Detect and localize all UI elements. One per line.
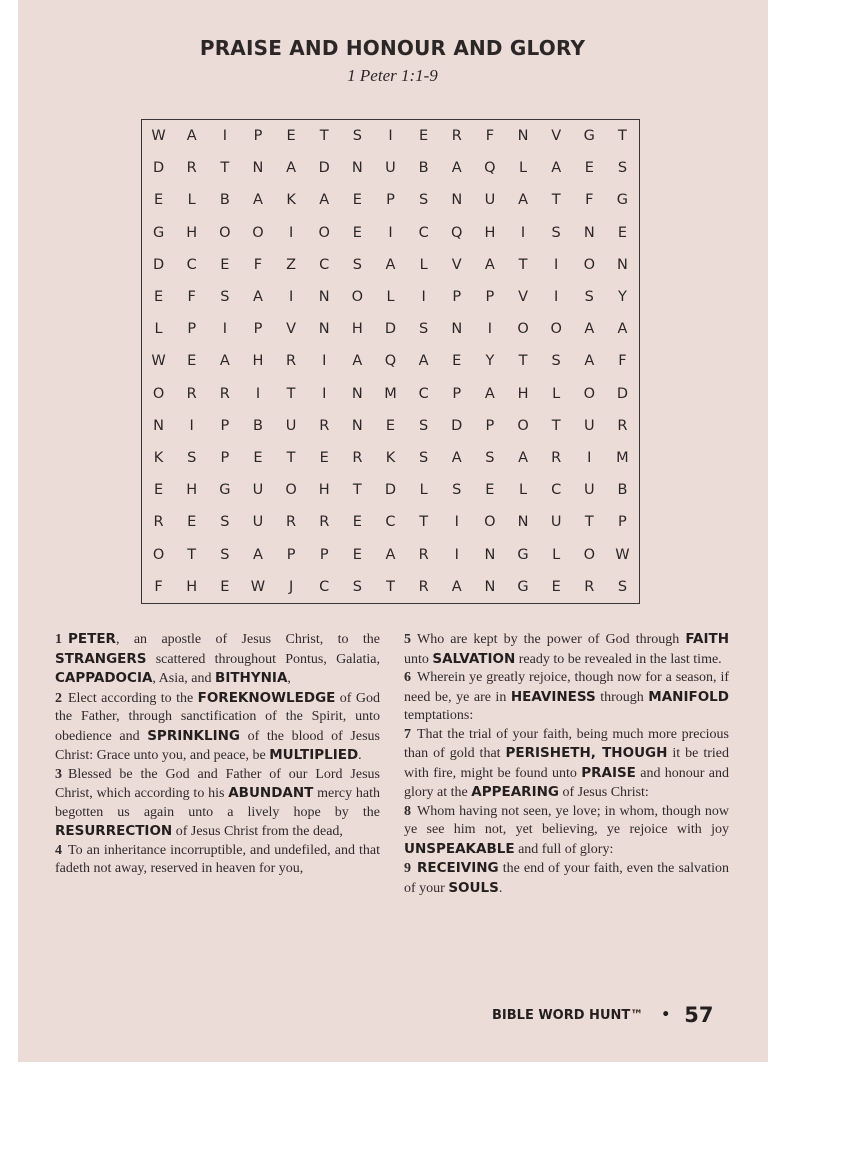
verse: [404, 669, 729, 726]
grid-letter: T: [386, 578, 395, 595]
grid-letter: U: [285, 417, 297, 434]
hidden-word: PERISHETH, THOUGH: [505, 745, 668, 761]
verse-text: Blessed be the God and Father of our Lord Jesus Christ, which according to his: [55, 766, 380, 801]
grid-letter: U: [484, 192, 496, 209]
grid-letter: I: [322, 353, 327, 370]
grid-letter: W: [250, 578, 266, 595]
grid-letter: A: [253, 192, 263, 209]
grid-letter: N: [484, 546, 496, 563]
grid-letter: T: [419, 514, 429, 531]
grid-letter: D: [152, 256, 165, 273]
grid-letter: P: [253, 128, 263, 145]
verse: [55, 630, 380, 689]
grid-letter: O: [583, 546, 595, 563]
grid-letter: O: [550, 321, 562, 338]
grid-letter: A: [385, 256, 396, 273]
grid-letter: P: [618, 514, 627, 531]
grid-letter: S: [419, 417, 429, 434]
grid-letter: H: [252, 353, 264, 370]
grid-letter: W: [151, 128, 166, 145]
hidden-word: HEAVINESS: [510, 688, 596, 705]
grid-letter: Q: [384, 353, 397, 370]
grid-letter: E: [153, 482, 164, 499]
grid-letter: I: [222, 321, 227, 338]
verse-text: of the blood of Jesus Christ: Grace unto you, and peace, be: [55, 728, 380, 763]
grid-letter: S: [551, 353, 561, 370]
grid-letter: S: [220, 289, 230, 306]
grid-letter: P: [220, 450, 230, 467]
verse-text: Wherein ye greatly rejoice, though now for a season, if need be, ye are in: [404, 670, 729, 705]
hidden-word: FOREKNOWLEDGE: [197, 689, 336, 706]
grid-letter: U: [583, 417, 595, 434]
grid-letter: T: [286, 450, 296, 467]
grid-letter: T: [352, 482, 362, 499]
verse-text: Who are kept by the power of God through: [417, 632, 686, 647]
grid-letter: S: [452, 482, 462, 499]
grid-letter: R: [286, 353, 297, 370]
verse-number: 7: [404, 726, 411, 742]
grid-letter: S: [584, 289, 594, 306]
grid-letter: P: [386, 192, 395, 209]
grid-letter: E: [187, 353, 197, 370]
grid-letter: A: [451, 450, 462, 467]
grid-letter: D: [384, 321, 397, 338]
grid-letter: Y: [485, 353, 495, 370]
grid-letter: I: [421, 289, 426, 306]
verse-text: of Jesus Christ:: [558, 785, 649, 800]
grid-letter: R: [584, 578, 595, 595]
grid-letter: R: [186, 385, 197, 402]
grid-letter: E: [352, 514, 362, 531]
grid-letter: D: [616, 385, 629, 402]
grid-letter: A: [518, 450, 528, 467]
grid-letter: O: [152, 546, 165, 563]
grid-letter: N: [318, 321, 330, 338]
grid-letter: A: [418, 353, 429, 370]
grid-letter: V: [286, 321, 297, 338]
grid-letter: V: [518, 289, 528, 306]
grid-letter: O: [517, 417, 529, 434]
hidden-word: PETER: [68, 631, 116, 647]
grid-letter: C: [418, 385, 429, 402]
grid-letter: E: [187, 514, 197, 531]
grid-letter: E: [220, 578, 230, 595]
verse: [55, 842, 380, 879]
grid-letter: F: [154, 578, 163, 595]
hidden-word: BITHYNIA: [215, 670, 288, 686]
grid-letter: N: [617, 256, 628, 273]
grid-letter: T: [551, 417, 561, 434]
verse-text: .: [358, 748, 362, 763]
grid-letter: E: [419, 128, 429, 145]
grid-letter: E: [319, 450, 329, 467]
grid-letter: L: [419, 482, 428, 499]
grid-letter: A: [385, 546, 396, 563]
grid-letter: N: [517, 128, 529, 145]
grid-letter: M: [384, 385, 397, 402]
grid-letter: T: [220, 160, 230, 177]
grid-letter: S: [617, 578, 628, 595]
grid-letter: T: [551, 192, 561, 209]
grid-letter: H: [186, 578, 198, 595]
hidden-word: MULTIPLIED: [269, 747, 359, 763]
grid-letter: G: [152, 224, 165, 241]
word-search-grid: [141, 119, 640, 604]
grid-letter: R: [451, 128, 462, 145]
grid-letter: K: [153, 450, 164, 467]
verse-text: That the trial of your faith, being much more precious than of gold that: [404, 726, 729, 761]
grid-letter: P: [286, 546, 296, 563]
verse: [404, 630, 729, 669]
verse-text: of Jesus Christ from the dead,: [172, 824, 343, 839]
grid-letter: R: [617, 417, 628, 434]
hidden-word: STRANGERS: [55, 650, 147, 667]
verse-text: , Asia, and: [152, 671, 216, 686]
grid-letter: A: [451, 160, 462, 177]
grid-letter: V: [451, 256, 462, 273]
page-footer: [492, 1000, 732, 1030]
grid-letter: A: [319, 192, 330, 209]
grid-letter: P: [452, 385, 462, 402]
grid-letter: A: [484, 256, 495, 273]
hidden-word: MANIFOLD: [648, 688, 729, 705]
grid-letter: D: [318, 160, 330, 177]
verse-text: scattered throughout Pontus, Galatia,: [146, 651, 380, 667]
grid-letter: Q: [451, 224, 463, 241]
grid-letter: R: [219, 385, 230, 402]
grid-letter: A: [584, 321, 595, 338]
grid-letter: T: [286, 385, 296, 402]
grid-letter: E: [352, 224, 362, 241]
grid-letter: N: [351, 160, 363, 177]
verse-text: To an inheritance incorruptible, and undefiled, and that fadeth not away, reserved in heaven for you,: [55, 842, 380, 876]
grid-letter: B: [252, 417, 263, 434]
grid-letter: I: [189, 417, 194, 434]
grid-letter: F: [585, 192, 594, 209]
hidden-word: PRAISE: [581, 764, 636, 781]
grid-letter: E: [452, 353, 462, 370]
grid-letter: N: [517, 514, 529, 531]
grid-letter: P: [485, 289, 495, 306]
grid-letter: I: [288, 224, 294, 241]
grid-letter: E: [551, 578, 561, 595]
verse: [404, 803, 729, 860]
grid-letter: G: [517, 578, 529, 595]
grid-letter: I: [454, 546, 459, 563]
grid-letter: E: [220, 256, 230, 273]
grid-letter: K: [385, 450, 396, 467]
grid-letter: P: [452, 289, 462, 306]
grid-letter: I: [587, 450, 592, 467]
grid-letter: S: [220, 546, 230, 563]
grid-letter: A: [584, 353, 595, 370]
verse-text: ready to be revealed in the last time.: [515, 651, 722, 667]
grid-letter: L: [154, 321, 163, 338]
grid-letter: S: [485, 450, 495, 467]
verse: [55, 689, 380, 766]
grid-letter: O: [517, 321, 529, 338]
verse-number: 9: [404, 861, 411, 876]
book-name: BIBLE WORD HUNT™: [492, 1007, 644, 1023]
hidden-word: UNSPEAKABLE: [404, 840, 515, 857]
grid-letter: I: [388, 128, 393, 145]
grid-letter: D: [384, 482, 397, 499]
verse: [55, 766, 380, 842]
grid-letter: O: [318, 224, 330, 241]
grid-letter: T: [518, 256, 528, 273]
grid-letter: P: [319, 546, 329, 563]
grid-letter: C: [319, 256, 330, 273]
verse-number: 6: [404, 670, 411, 685]
grid-letter: T: [518, 353, 528, 370]
grid-letter: I: [288, 289, 294, 306]
grid-letter: H: [318, 482, 330, 499]
grid-letter: W: [615, 546, 630, 563]
hidden-word: SALVATION: [432, 650, 516, 667]
grid-letter: A: [219, 353, 230, 370]
grid-letter: A: [352, 353, 363, 370]
verse-text: and honour and glory at the: [404, 765, 729, 800]
grid-letter: B: [219, 192, 230, 209]
grid-letter: H: [517, 385, 529, 402]
grid-letter: B: [617, 482, 628, 499]
grid-letter: I: [322, 385, 327, 402]
scripture-reference: 1 Peter 1:1-9: [347, 66, 438, 85]
grid-letter: O: [583, 256, 595, 273]
verses-left-column: [55, 630, 380, 879]
grid-letter: R: [186, 160, 197, 177]
grid-letter: I: [487, 321, 493, 338]
verse: [404, 859, 729, 898]
grid-letter: C: [319, 578, 330, 595]
verse-text: .: [498, 880, 503, 896]
grid-letter: O: [152, 385, 165, 402]
grid-letter: E: [352, 192, 362, 209]
grid-letter: R: [319, 514, 330, 531]
grid-letter: U: [583, 482, 595, 499]
grid-letter: E: [253, 450, 263, 467]
grid-letter: G: [583, 128, 595, 145]
grid-letter: E: [153, 192, 164, 209]
grid-letter: E: [286, 128, 296, 145]
grid-letter: A: [186, 128, 197, 145]
grid-letter: E: [352, 546, 362, 563]
hidden-word: APPEARING: [471, 784, 559, 800]
hidden-word: FAITH: [685, 631, 729, 647]
grid-letter: N: [451, 192, 463, 209]
grid-letter: N: [351, 385, 363, 402]
grid-letter: W: [151, 353, 166, 370]
grid-letter: O: [484, 514, 496, 531]
grid-letter: S: [187, 450, 197, 467]
grid-letter: L: [518, 482, 528, 499]
grid-letter: T: [618, 128, 627, 145]
grid-letter: A: [451, 578, 462, 595]
grid-letter: U: [252, 482, 264, 499]
grid-letter: G: [616, 192, 629, 209]
grid-letter: U: [385, 160, 396, 177]
grid-letter: J: [288, 578, 294, 595]
grid-letter: H: [351, 321, 363, 338]
grid-letter: S: [352, 256, 362, 273]
page-title: PRAISE AND HONOUR AND GLORY: [199, 36, 586, 60]
grid-letter: P: [485, 417, 495, 434]
hidden-word: RESURRECTION: [55, 823, 173, 839]
grid-letter: R: [551, 450, 562, 467]
grid-letter: O: [252, 224, 264, 241]
verse-number: 8: [404, 803, 411, 819]
grid-letter: N: [153, 417, 164, 434]
grid-letter: N: [351, 417, 363, 434]
verse-text: and full of glory:: [514, 841, 614, 857]
verse-number: 3: [55, 766, 62, 782]
grid-letter: B: [418, 160, 429, 177]
verse-text: through: [595, 689, 649, 705]
grid-letter: F: [618, 353, 627, 370]
hidden-word: RECEIVING: [417, 860, 499, 876]
grid-letter: N: [451, 321, 463, 338]
grid-letter: Y: [618, 289, 627, 306]
grid-letter: E: [485, 482, 495, 499]
grid-letter: V: [551, 128, 562, 145]
grid-letter: I: [255, 385, 261, 402]
grid-letter: G: [517, 546, 529, 563]
grid-letter: L: [552, 385, 561, 402]
grid-letter: R: [418, 578, 429, 595]
grid-letter: N: [583, 224, 595, 241]
grid-letter: C: [551, 482, 562, 499]
grid-letter: A: [253, 546, 263, 563]
grid-letter: L: [386, 289, 395, 306]
grid-letter: I: [554, 256, 559, 273]
grid-letter: C: [186, 256, 197, 273]
verse-number: 2: [55, 690, 62, 706]
grid-letter: O: [219, 224, 231, 241]
grid-letter: A: [518, 192, 528, 209]
grid-letter: O: [351, 289, 364, 306]
grid-letter: M: [616, 450, 629, 467]
grid-letter: S: [352, 578, 362, 595]
verse-number: 5: [404, 632, 411, 647]
verse-text: ,: [287, 671, 291, 686]
grid-letter: L: [419, 256, 428, 273]
hidden-word: SOULS: [448, 879, 499, 896]
grid-letter: F: [187, 289, 196, 306]
grid-letter: T: [319, 128, 329, 145]
verse-number: 1: [55, 632, 62, 647]
grid-letter: D: [451, 417, 463, 434]
grid-letter: K: [286, 192, 296, 209]
grid-letter: N: [318, 289, 330, 306]
grid-letter: C: [385, 514, 396, 531]
grid-letter: Q: [484, 160, 496, 177]
verse-text: of God the Father, through sanctification of the Spirit, unto obedience and: [55, 690, 380, 744]
grid-letter: O: [285, 482, 297, 499]
hidden-word: CAPPADOCIA: [55, 670, 153, 686]
grid-letter: I: [520, 224, 526, 241]
grid-letter: F: [253, 256, 263, 273]
grid-letter: C: [418, 224, 429, 241]
footer-separator: •: [661, 1007, 671, 1023]
grid-letter: H: [484, 224, 496, 241]
verse-text: it be tried with fire, might be found unto: [404, 746, 729, 781]
grid-letter: N: [484, 578, 496, 595]
grid-letter: N: [252, 160, 264, 177]
grid-letter: E: [584, 160, 594, 177]
verse-text: temptations:: [404, 708, 474, 723]
grid-letter: S: [419, 450, 429, 467]
grid-letter: A: [286, 160, 297, 177]
verse: [404, 726, 729, 803]
grid-letter: S: [551, 224, 561, 241]
page-number: 57: [684, 1003, 714, 1027]
verse-text: unto: [404, 651, 433, 667]
grid-letter: A: [253, 289, 263, 306]
grid-letter: S: [419, 321, 429, 338]
grid-letter: O: [583, 385, 595, 402]
grid-letter: I: [554, 289, 559, 306]
grid-letter: F: [485, 128, 495, 145]
grid-letter: T: [584, 514, 594, 531]
verse-text: , an apostle of Jesus Christ, to the: [115, 632, 380, 647]
grid-letter: I: [222, 128, 227, 145]
verses-right-column: [404, 630, 729, 898]
grid-letter: R: [319, 417, 330, 434]
grid-letter: H: [186, 482, 198, 499]
grid-letter: A: [617, 321, 628, 338]
grid-letter: L: [187, 192, 196, 209]
grid-letter: P: [187, 321, 197, 338]
grid-letter: I: [454, 514, 459, 531]
grid-letter: G: [219, 482, 231, 499]
grid-letter: R: [286, 514, 297, 531]
grid-letter: E: [153, 289, 164, 306]
grid-letter: A: [551, 160, 562, 177]
verse-text: Elect according to the: [68, 690, 198, 706]
grid-letter: R: [153, 514, 164, 531]
grid-letter: L: [552, 546, 561, 563]
hidden-word: ABUNDANT: [228, 785, 314, 801]
grid-letter: I: [388, 224, 393, 241]
grid-letter: L: [518, 160, 528, 177]
grid-letter: R: [352, 450, 363, 467]
grid-letter: S: [220, 514, 230, 531]
grid-letter: P: [220, 417, 230, 434]
verse-text: the end of your faith, even the salvation of your: [404, 861, 729, 896]
grid-letter: D: [152, 160, 165, 177]
grid-letter: Z: [286, 256, 297, 273]
grid-letter: S: [352, 128, 362, 145]
grid-letter: E: [617, 224, 628, 241]
hidden-word: SPRINKLING: [147, 727, 241, 744]
grid-letter: E: [385, 417, 396, 434]
grid-letter: U: [550, 514, 562, 531]
verse-number: 4: [55, 842, 62, 858]
grid-letter: T: [187, 546, 197, 563]
grid-letter: S: [617, 160, 628, 177]
verse-text: mercy hath begotten us again unto a lively hope by the: [55, 786, 380, 820]
grid-letter: R: [418, 546, 429, 563]
grid-letter: A: [484, 385, 495, 402]
grid-letter: P: [253, 321, 263, 338]
grid-letter: H: [186, 224, 198, 241]
grid-letter: S: [419, 192, 429, 209]
grid-letter: U: [252, 514, 264, 531]
verse-text: Whom having not seen, ye love; in whom, though now ye see him not, yet believing, ye rejoice with joy: [404, 803, 729, 837]
